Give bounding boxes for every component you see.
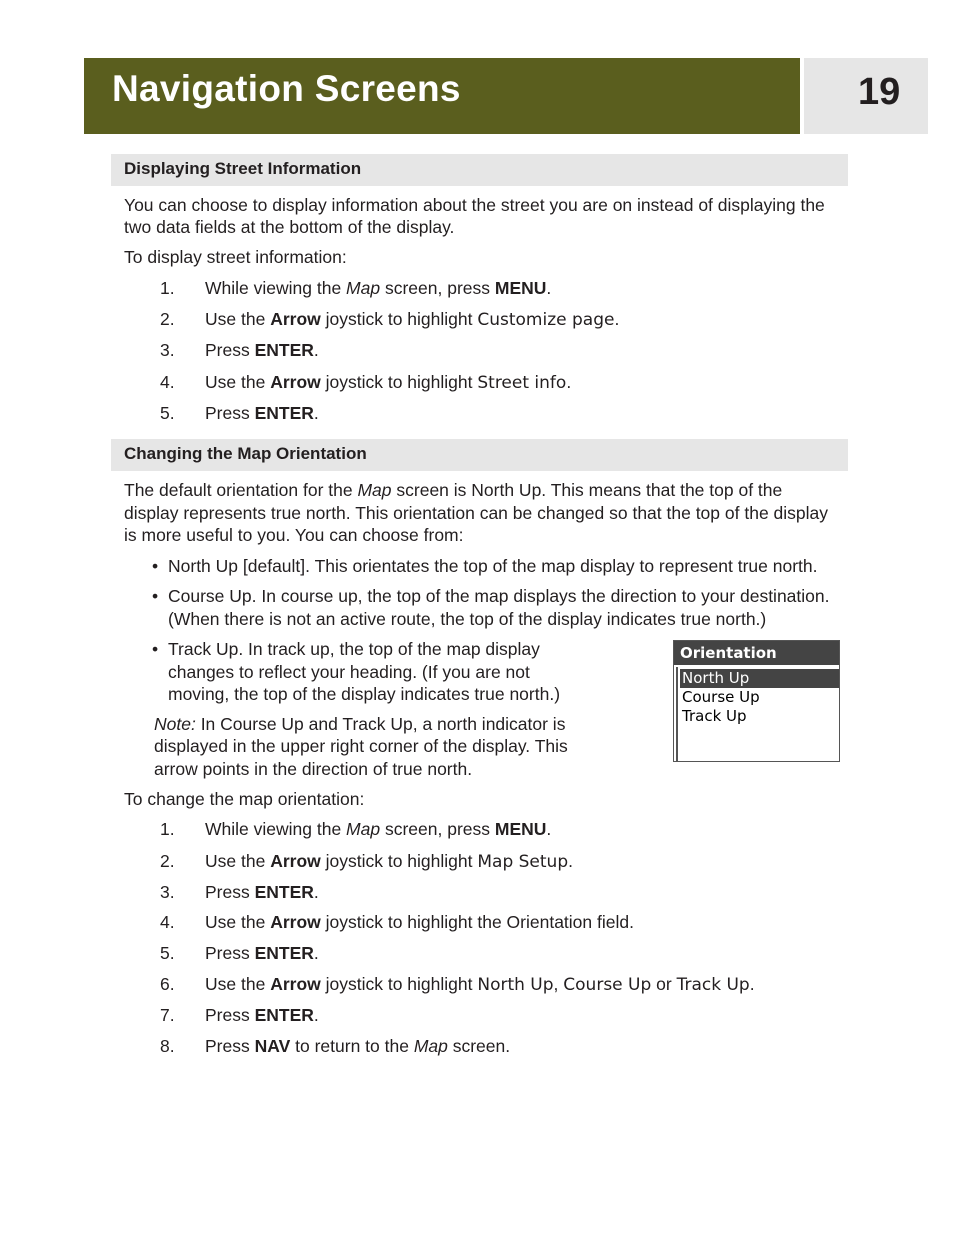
orientation-option-north-up	[680, 669, 839, 688]
note-line: displayed in the upper right corner of the display. This	[154, 736, 568, 756]
ui-option: North Up	[477, 975, 554, 995]
section-heading-text: Displaying Street Information	[124, 159, 362, 178]
step-text: Press	[205, 1036, 255, 1056]
step-text: joystick to highlight	[320, 372, 478, 392]
ui-option: Street info	[477, 373, 567, 393]
step-text: Use the	[205, 974, 271, 994]
key-name: MENU	[494, 278, 547, 298]
step-number: 3.	[160, 882, 175, 902]
bullet-text: moving, the top of the display indicates true north.)	[168, 684, 561, 704]
step-text: Press	[205, 340, 255, 360]
step-item	[160, 818, 551, 840]
bullet-item	[152, 555, 817, 578]
section-heading-text: Changing the Map Orientation	[124, 444, 367, 463]
bullet-dot: •	[152, 556, 159, 576]
step-text: Press	[205, 882, 255, 902]
key-name: Arrow	[270, 912, 321, 932]
key-name: ENTER	[254, 340, 314, 360]
chapter-title: Navigation Screens	[112, 68, 461, 109]
step-text: Press	[205, 943, 255, 963]
step-item	[160, 371, 571, 394]
key-name: ENTER	[254, 1005, 314, 1025]
key-name: Arrow	[270, 309, 321, 329]
orientation-menu-title-text: Orientation	[680, 644, 777, 662]
paragraph-line	[124, 479, 782, 502]
orientation-option-label: Course Up	[682, 688, 760, 706]
steps-lead: To display street information:	[124, 247, 347, 267]
screen-name: Map	[346, 278, 381, 298]
note-line: arrow points in the direction of true north.	[154, 759, 473, 779]
step-text: While viewing the	[205, 819, 347, 839]
step-number: 6.	[160, 974, 175, 994]
orientation-option-course-up	[680, 688, 839, 707]
step-text: .	[568, 851, 573, 871]
key-name: Arrow	[270, 372, 321, 392]
step-text: ,	[553, 974, 564, 994]
step-number: 4.	[160, 912, 175, 932]
note-line	[154, 713, 565, 736]
paragraph-text: The default orientation for the	[124, 480, 358, 500]
bullet-dot: •	[152, 586, 159, 606]
paragraph-line: two data fields at the bottom of the display.	[124, 217, 455, 237]
step-text: or	[651, 974, 677, 994]
step-text: .	[546, 278, 552, 298]
paragraph-line: display represents true north. This orientation can be changed so that the top of the display	[124, 503, 829, 523]
orientation-menu-screenshot	[673, 640, 840, 762]
paragraph-text: screen is North Up. This means that the top of the	[391, 480, 783, 500]
bullet-item	[152, 585, 830, 630]
screen-name: Map	[357, 480, 392, 500]
steps-lead: To change the map orientation:	[124, 789, 365, 809]
step-item	[160, 850, 573, 873]
step-text: .	[566, 372, 572, 392]
step-text: Use the	[205, 372, 271, 392]
step-item	[160, 1035, 510, 1057]
key-name: Arrow	[270, 851, 321, 871]
ui-option: Course Up	[563, 975, 652, 995]
page-number-box	[804, 58, 928, 134]
step-text: .	[546, 819, 552, 839]
key-name: ENTER	[254, 943, 314, 963]
paragraph-line: is more useful to you. You can choose from:	[124, 525, 464, 545]
step-item	[160, 308, 619, 331]
step-text: .	[313, 943, 319, 963]
paragraph-line: You can choose to display information about the street you are on instead of displaying the	[124, 195, 825, 215]
bullet-text: (When there is not an active route, the top of the display indicates true north.)	[168, 608, 767, 629]
section-heading-street-info	[111, 154, 848, 186]
step-text: .	[313, 882, 319, 902]
bullet-text: Course Up. In course up, the top of the map displays the direction to your destination.	[168, 586, 830, 606]
step-item	[160, 942, 319, 964]
key-name: Arrow	[270, 974, 321, 994]
step-number: 1.	[160, 819, 175, 839]
screen-name: Map	[413, 1036, 448, 1056]
step-item	[160, 881, 319, 903]
key-name: ENTER	[254, 882, 314, 902]
bullet-text: changes to reflect your heading. (If you are not	[168, 661, 530, 682]
orientation-list	[676, 667, 841, 761]
ui-option: Map Setup	[477, 852, 569, 872]
step-text: screen.	[447, 1036, 511, 1056]
step-text: .	[313, 1005, 319, 1025]
screen-name: Map	[346, 819, 381, 839]
note-text: In Course Up and Track Up, a north indicator is	[195, 714, 566, 734]
note-label: Note:	[154, 714, 196, 734]
ui-option: Track Up	[676, 975, 750, 995]
step-text: joystick to highlight	[320, 851, 478, 871]
step-text: Use the	[205, 309, 271, 329]
step-text: .	[313, 340, 319, 360]
step-text: .	[313, 403, 319, 423]
step-text: joystick to highlight the Orientation field.	[320, 912, 634, 932]
step-item	[160, 911, 634, 933]
step-text: While viewing the	[205, 278, 347, 298]
step-text: Press	[205, 403, 255, 423]
chapter-title-bar	[84, 58, 800, 134]
step-text: .	[749, 974, 755, 994]
step-item	[160, 973, 755, 996]
ui-option: Customize page	[477, 310, 615, 330]
step-text: Use the	[205, 912, 271, 932]
step-text: Use the	[205, 851, 271, 871]
orientation-option-label: North Up	[682, 669, 750, 687]
step-text: joystick to highlight	[320, 974, 478, 994]
step-text: screen, press	[380, 819, 495, 839]
step-number: 4.	[160, 372, 175, 392]
bullet-text: North Up [default]. This orientates the top of the map display to represent true north.	[168, 556, 818, 576]
orientation-option-track-up	[680, 707, 839, 726]
page-number: 19	[858, 71, 901, 113]
key-name: ENTER	[254, 403, 314, 423]
key-name: MENU	[494, 819, 547, 839]
orientation-menu-title	[674, 641, 839, 665]
key-name: NAV	[254, 1036, 291, 1056]
bullet-text: Track Up. In track up, the top of the map display	[168, 639, 540, 659]
step-text: joystick to highlight	[320, 309, 478, 329]
step-number: 2.	[160, 851, 175, 871]
step-item	[160, 277, 551, 299]
step-item	[160, 402, 319, 424]
step-number: 5.	[160, 403, 175, 423]
step-number: 1.	[160, 278, 175, 298]
step-number: 3.	[160, 340, 175, 360]
step-text: screen, press	[380, 278, 495, 298]
step-text: .	[614, 309, 620, 329]
step-item	[160, 1004, 319, 1026]
step-number: 7.	[160, 1005, 175, 1025]
section-heading-map-orientation	[111, 439, 848, 471]
bullet-dot: •	[152, 639, 159, 659]
step-number: 2.	[160, 309, 175, 329]
bullet-item	[152, 638, 560, 706]
step-number: 8.	[160, 1036, 175, 1056]
step-item	[160, 339, 319, 361]
step-text: to return to the	[290, 1036, 414, 1056]
orientation-option-label: Track Up	[682, 707, 747, 725]
step-text: Press	[205, 1005, 255, 1025]
step-number: 5.	[160, 943, 175, 963]
